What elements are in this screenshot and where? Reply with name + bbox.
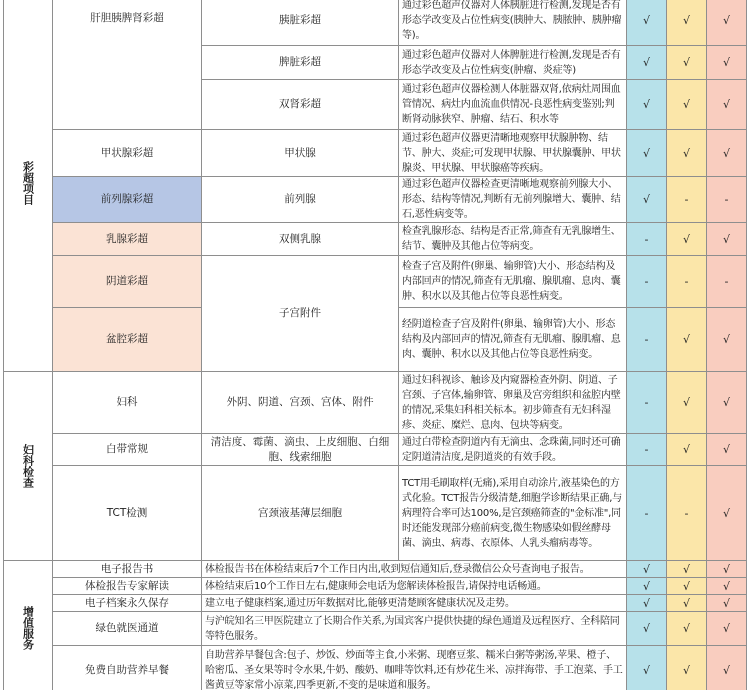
mark-package-1: - <box>627 434 667 466</box>
mark-package-1: √ <box>627 578 667 595</box>
mark-package-1: - <box>627 466 667 561</box>
package-comparison-table <box>3 0 747 690</box>
description: 检查乳腺形态、结构是否正常,筛查有无乳腺增生、结节、囊肿及其他占位等病变。 <box>399 223 627 256</box>
mark-package-2: √ <box>667 646 707 690</box>
table-row <box>4 177 747 223</box>
mark-package-2: √ <box>667 612 707 646</box>
mark-package-2: √ <box>667 308 707 372</box>
item-permanent-e-archive: 电子档案永久保存 <box>53 595 202 612</box>
item-free-breakfast: 免费自助营养早餐 <box>53 646 202 690</box>
part-label: 双肾彩超 <box>202 80 399 130</box>
description: 自助营养早餐包含:包子、炒饭、炒面等主食,小米粥、现磨豆浆、糯米白粥等粥汤,苹果、橙子、哈密瓜、圣女果等时令水果,牛奶、酸奶、咖啡等饮料,还有炒花生米、凉拌海带、手工泡菜、手工酱黄豆等家常小凉菜,四季更新,不变的是味道和服务。 <box>202 646 627 690</box>
mark-package-2: √ <box>667 80 707 130</box>
part-label: 前列腺 <box>202 177 399 223</box>
table-row <box>4 561 747 578</box>
description: 体检结束后10个工作日左右,健康师会电话为您解读体检报告,请保持电话畅通。 <box>202 578 627 595</box>
mark-package-3: √ <box>707 612 747 646</box>
mark-package-3: √ <box>707 308 747 372</box>
mark-package-2: √ <box>667 434 707 466</box>
mark-package-2: √ <box>667 372 707 434</box>
mark-package-1: √ <box>627 80 667 130</box>
item-electronic-report: 电子报告书 <box>53 561 202 578</box>
mark-package-1: √ <box>627 561 667 578</box>
mark-package-3: √ <box>707 0 747 46</box>
mark-package-1: - <box>627 372 667 434</box>
item-pelvic-ultrasound: 盆腔彩超 <box>53 308 202 372</box>
description: 通过彩色超声仪器对人体胰脏进行检测,发现是否有形态学改变及占位性病变(胰肿大、胰脓肿、胰肿瘤等)。 <box>399 0 627 46</box>
mark-package-3: √ <box>707 223 747 256</box>
part-label: 甲状腺 <box>202 130 399 177</box>
item-leucorrhea-routine: 白带常规 <box>53 434 202 466</box>
mark-package-1: √ <box>627 595 667 612</box>
mark-package-3: √ <box>707 595 747 612</box>
mark-package-2: √ <box>667 578 707 595</box>
mark-package-3: √ <box>707 466 747 561</box>
mark-package-2: √ <box>667 46 707 80</box>
mark-package-3: - <box>707 177 747 223</box>
mark-package-3: √ <box>707 130 747 177</box>
mark-package-3: √ <box>707 434 747 466</box>
mark-package-1: √ <box>627 0 667 46</box>
table-row <box>4 256 747 308</box>
description: 体检报告书在体检结束后7个工作日内出,收到短信通知后,登录微信公众号查询电子报告。 <box>202 561 627 578</box>
description: 通过彩色超声仪器检查更清晰地观察前列腺大小、形态、结构等情况,判断有无前列腺增大、囊肿、结石,恶性病变等。 <box>399 177 627 223</box>
table-row <box>4 578 747 595</box>
item-tct-test: TCT检测 <box>53 466 202 561</box>
part-label: 外阴、阴道、宫颈、宫体、附件 <box>202 372 399 434</box>
item-vaginal-ultrasound: 阴道彩超 <box>53 256 202 308</box>
table-row <box>4 0 747 46</box>
item-thyroid-ultrasound: 甲状腺彩超 <box>53 130 202 177</box>
mark-package-1: √ <box>627 646 667 690</box>
part-label: 清洁度、霉菌、滴虫、上皮细胞、白细胞、线索细胞 <box>202 434 399 466</box>
description: 通过彩色超声仪器检测人体脏器双肾,依病灶周围血管情况、病灶内血流血供情况-良恶性病变鉴别;判断肾动脉狭窄、肿瘤、结石、积水等 <box>399 80 627 130</box>
mark-package-1: √ <box>627 177 667 223</box>
mark-package-1: - <box>627 223 667 256</box>
table-row <box>4 130 747 177</box>
mark-package-1: - <box>627 256 667 308</box>
item-green-channel: 绿色就医通道 <box>53 612 202 646</box>
mark-package-2: √ <box>667 223 707 256</box>
table-row <box>4 595 747 612</box>
part-label: 子宫附件 <box>202 256 399 372</box>
mark-package-2: √ <box>667 130 707 177</box>
mark-package-1: √ <box>627 612 667 646</box>
part-label: 双侧乳腺 <box>202 223 399 256</box>
table-row <box>4 372 747 434</box>
category-value-added-services: 增值服务 <box>4 561 53 690</box>
description: 通过彩色超声仪器对人体脾脏进行检测,发现是否有形态学改变及占位性病变(肿瘤、炎症等) <box>399 46 627 80</box>
mark-package-2: - <box>667 256 707 308</box>
part-label: 脾脏彩超 <box>202 46 399 80</box>
mark-package-3: √ <box>707 46 747 80</box>
mark-package-3: √ <box>707 578 747 595</box>
description: 建立电子健康档案,通过历年数据对比,能够更清楚顾客健康状况及走势。 <box>202 595 627 612</box>
table-row <box>4 466 747 561</box>
mark-package-2: √ <box>667 595 707 612</box>
mark-package-3: - <box>707 256 747 308</box>
part-label: 胰脏彩超 <box>202 0 399 46</box>
item-liver-kidney-ultrasound: 肝胆胰脾肾彩超 <box>53 0 202 130</box>
mark-package-2: √ <box>667 561 707 578</box>
description: TCT用毛刷取样(无痛),采用自动涂片,液基染色的方式化验。TCT报告分级清楚,细胞学诊断结果正确,与病理符合率可达100%,是宫颈癌筛查的"金标准",同时还能发现部分癌前病变,微生物感染如假丝酵母菌、滴虫、病毒、衣原体、人乳头瘤病毒等。 <box>399 466 627 561</box>
mark-package-2: √ <box>667 0 707 46</box>
mark-package-3: √ <box>707 372 747 434</box>
mark-package-1: √ <box>627 46 667 80</box>
description: 通过彩色超声仪器更清晰地观察甲状腺肿物、结节、肿大、炎症;可发现甲状腺、甲状腺囊肿、甲状腺炎、甲状腺、甲状腺癌等疾病。 <box>399 130 627 177</box>
description: 通过白带检查阴道内有无滴虫、念珠菌,同时还可确定阴道清洁度,是阴道炎的有效手段。 <box>399 434 627 466</box>
item-expert-interpretation: 体检报告专家解读 <box>53 578 202 595</box>
description: 检查子宫及附件(卵巢、输卵管)大小、形态结构及内部回声的情况,筛查有无肌瘤、腺肌瘤、息肉、囊肿、积水以及其他占位等良恶性病变。 <box>399 256 627 308</box>
mark-package-3: √ <box>707 561 747 578</box>
part-label: 宫颈液基薄层细胞 <box>202 466 399 561</box>
category-gynecology: 妇科检查 <box>4 372 53 561</box>
mark-package-1: √ <box>627 130 667 177</box>
item-breast-ultrasound: 乳腺彩超 <box>53 223 202 256</box>
table-row <box>4 434 747 466</box>
description: 经阴道检查子宫及附件(卵巢、输卵管)大小、形态结构及内部回声的情况,筛查有无肌瘤、腺肌瘤、息肉、囊肿、积水以及其他占位等良恶性病变。 <box>399 308 627 372</box>
description: 通过妇科视诊、触诊及内窥器检查外阴、阴道、子宫颈、子宫体,输卵管、卵巢及宫旁组织和盆腔内壁的情况,采集妇科相关标本。初步筛查有无妇科湿疹、炎症、糜烂、息肉、包块等病变。 <box>399 372 627 434</box>
table-row <box>4 612 747 646</box>
category-ultrasound: 彩超项目 <box>4 0 53 372</box>
description: 与沪皖知名三甲医院建立了长期合作关系,为国宾客户提供快捷的绿色通道及远程医疗、全科陪同等特色服务。 <box>202 612 627 646</box>
mark-package-2: - <box>667 466 707 561</box>
item-prostate-ultrasound: 前列腺彩超 <box>53 177 202 223</box>
mark-package-3: √ <box>707 646 747 690</box>
mark-package-1: - <box>627 308 667 372</box>
item-gynecology: 妇科 <box>53 372 202 434</box>
mark-package-3: √ <box>707 80 747 130</box>
table-row <box>4 646 747 690</box>
table-row <box>4 223 747 256</box>
mark-package-2: - <box>667 177 707 223</box>
